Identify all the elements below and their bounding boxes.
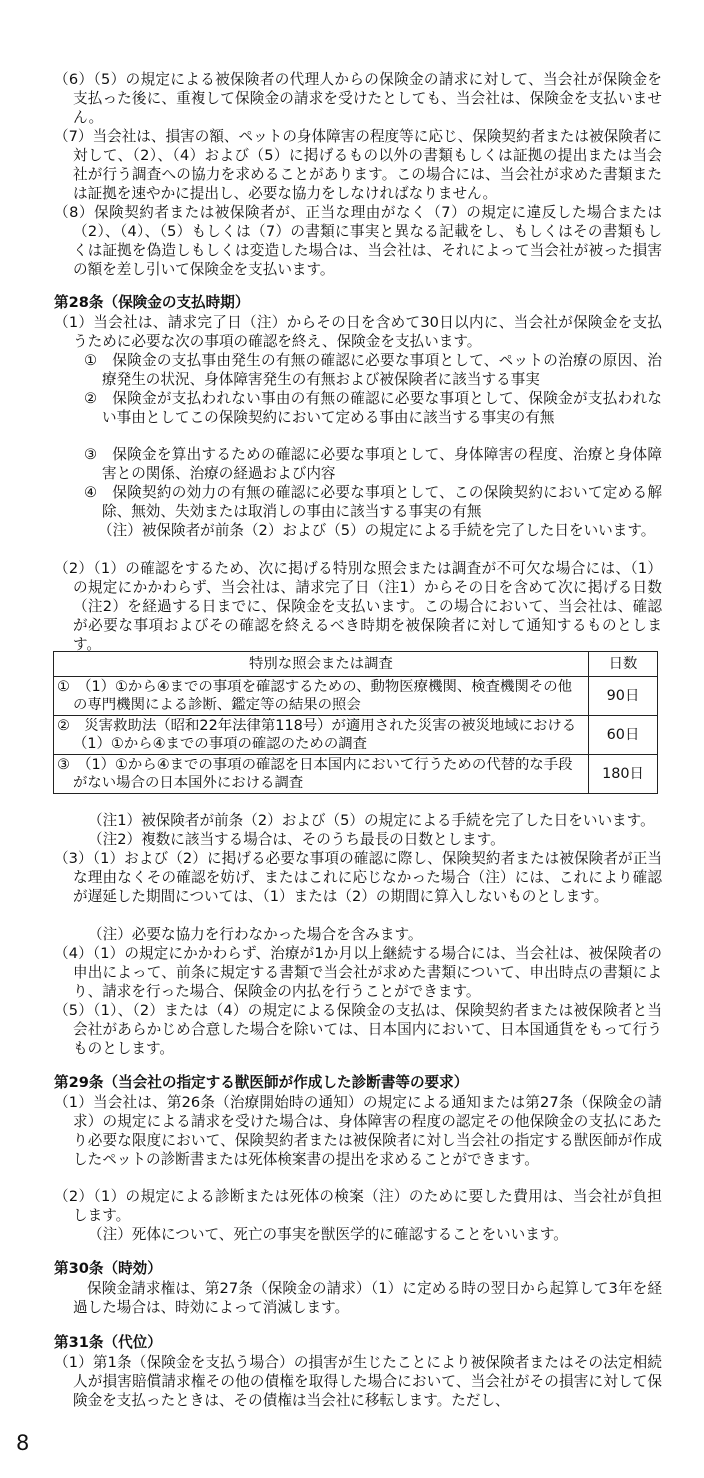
page-number: 8 [16, 1431, 30, 1455]
table-cell-days: 180日 [589, 755, 658, 794]
art28-item-1: ① 保険金の支払事由発生の有無の確認に必要な事項として、ペットの治療の原因、治療発生の状況、身体障害発生の有無および被保険者に該当する事実 [84, 352, 662, 388]
table-header-days: 日数 [589, 652, 658, 677]
table-cell-days: 90日 [589, 677, 658, 716]
art28-note-1: （注）被保険者が前条（2）および（5）の規定による手続を完了した日をいいます。 [98, 522, 656, 539]
art28-note-3: （注）必要な協力を行わなかった場合を含みます。 [88, 926, 423, 943]
art28-paragraph-3: （3）（1）および（2）に掲げる必要な事項の確認に際し、保険契約者または被保険者が正当な理由なくその確認を妨げ、またはこれに応じなかった場合（注）には、これにより確認が遅延した期間については、（1）または（2）の期間に算入しないものとします。 [54, 850, 662, 905]
article-31-title: 第31条（代位） [54, 1334, 162, 1351]
table-cell-inquiry: ② 災害救助法（昭和22年法律第118号）が適用された災害の被災地域における（1）①から④までの事項の確認のための調査 [54, 716, 589, 755]
art28-item-4: ④ 保険契約の効力の有無の確認に必要な事項として、この保険契約において定める解除、無効、失効または取消しの事由に該当する事実の有無 [84, 484, 662, 520]
table-cell-days: 60日 [589, 716, 658, 755]
table-header-row [54, 652, 658, 677]
table-cell-inquiry: ① （1）①から④までの事項を確認するための、動物医療機関、検査機関その他の専門機関による診断、鑑定等の結果の照会 [54, 677, 589, 716]
paragraph-8: （8）保険契約者または被保険者が、正当な理由がなく（7）の規定に違反した場合または（2）、（4）、（5）もしくは（7）の書類に事実と異なる記載をし、もしくはその書類もしくは証拠を偽造しもしくは変造した場合は、当会社は、それによって当会社が被った損害の額を差し引いて保険金を支払います。 [54, 204, 662, 278]
art28-item-2: ② 保険金が支払われない事由の有無の確認に必要な事項として、保険金が支払われない事由としてこの保険契約において定める事由に該当する事実の有無 [84, 390, 662, 426]
art29-paragraph-1: （1）当会社は、第26条（治療開始時の通知）の規定による通知または第27条（保険金の請求）の規定による請求を受けた場合は、身体障害の程度の認定その他保険金の支払にあたり必要な限度において、保険契約者または被保険者に対し当会社の指定する獣医師が作成したペットの診断書または死体検案書の提出を求めることができます。 [54, 1094, 662, 1168]
art28-paragraph-4: （4）（1）の規定にかかわらず、治療が1か月以上継続する場合には、当会社は、被保険者の申出によって、前条に規定する書類で当会社が求めた書類について、申出時点の書類により、請求を行った場合、保険金の内払を行うことができます。 [54, 945, 662, 1000]
paragraph-7: （7）当会社は、損害の額、ペットの身体障害の程度等に応じ、保険契約者または被保険者に対して、（2）、（4）および（5）に掲げるもの以外の書類もしくは証拠の提出または当会社が行う調査への協力を求めることがあります。この場合には、当会社が求めた書類または証拠を速やかに提出し、必要な協力をしなければなりません。 [54, 128, 662, 202]
article-29-title: 第29条（当会社の指定する獣医師が作成した診断書等の要求） [54, 1074, 469, 1091]
art30-body: 保険金請求権は、第27条（保険金の請求）（1）に定める時の翌日から起算して3年を経過した場合は、時効によって消滅します。 [73, 1280, 662, 1316]
art31-paragraph-1: （1）第1条（保険金を支払う場合）の損害が生じたことにより被保険者またはその法定相続人が損害賠償請求権その他の債権を取得した場合において、当会社がその損害に対して保険金を支払ったときは、その債権は当会社に移転します。ただし、 [54, 1354, 662, 1409]
table-cell-inquiry: ③ （1）①から④までの事項の確認を日本国内において行うための代替的な手段がない場合の日本国外における調査 [54, 755, 589, 794]
art28-paragraph-1: （1）当会社は、請求完了日（注）からその日を含めて30日以内に、当会社が保険金を支払うために必要な次の事項の確認を終え、保険金を支払います。 [54, 314, 662, 350]
art29-note-1: （注）死体について、死亡の事実を獣医学的に確認することをいいます。 [88, 1226, 568, 1243]
paragraph-6: （6）（5）の規定による被保険者の代理人からの保険金の請求に対して、当会社が保険金を支払った後に、重複して保険金の請求を受けたとしても、当会社は、保険金を支払いません。 [54, 71, 662, 126]
article-28-title: 第28条（保険金の支払時期） [54, 294, 250, 311]
table-header-inquiry: 特別な照会または調査 [54, 652, 589, 677]
art28-note-2b: （注2）複数に該当する場合は、そのうち最長の日数とします。 [88, 831, 505, 848]
table-row [54, 677, 658, 716]
art29-paragraph-2: （2）（1）の規定による診断または死体の検案（注）のために要した費用は、当会社が負担します。 [54, 1188, 662, 1224]
art28-paragraph-5: （5）（1）、（2）または（4）の規定による保険金の支払は、保険契約者または被保険者と当会社があらかじめ合意した場合を除いては、日本国内において、日本国通貨をもって行うものとします。 [54, 1002, 662, 1057]
art28-paragraph-2: （2）（1）の確認をするため、次に掲げる特別な照会または調査が不可欠な場合には、（1）の規定にかかわらず、当会社は、請求完了日（注1）からその日を含めて次に掲げる日数（注2）を経過する日までに、保険金を支払います。この場合において、当会社は、確認が必要な事項およびその確認を終えるべき時期を被保険者に対して通知するものとします。 [54, 560, 662, 653]
table-row [54, 755, 658, 794]
special-inquiry-table [53, 651, 658, 794]
table-row [54, 716, 658, 755]
art28-note-2a: （注1）被保険者が前条（2）および（5）の規定による手続を完了した日をいいます。 [88, 812, 655, 829]
art28-item-3: ③ 保険金を算出するための確認に必要な事項として、身体障害の程度、治療と身体障害との関係、治療の経過および内容 [84, 446, 662, 482]
article-30-title: 第30条（時効） [54, 1260, 162, 1277]
